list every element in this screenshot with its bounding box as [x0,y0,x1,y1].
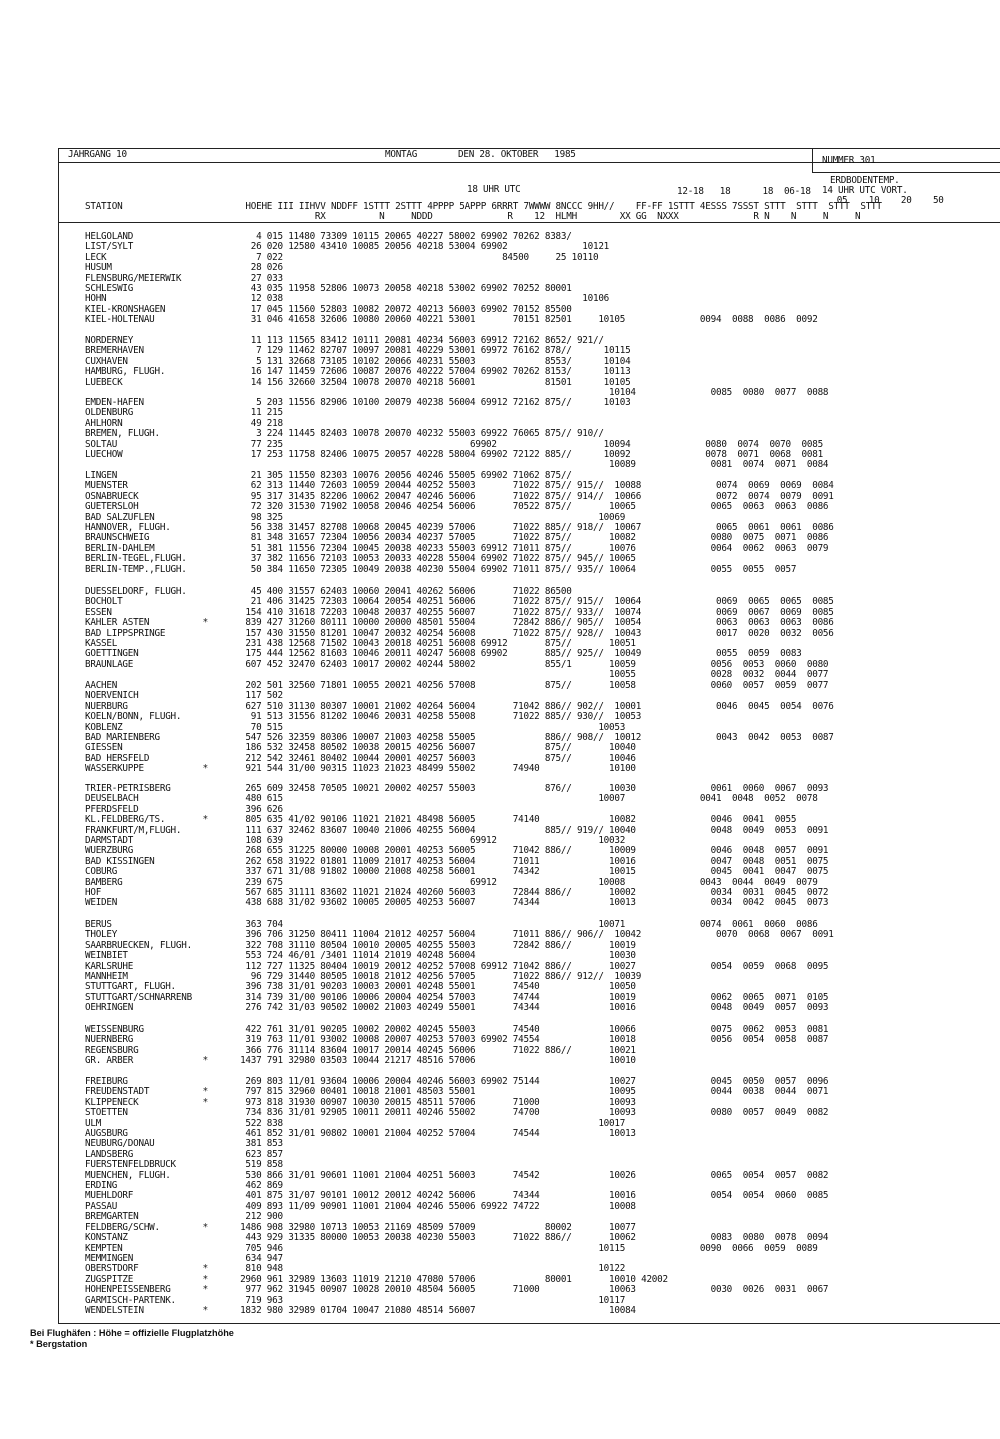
station-row: 10089 0081 0074 0071 0084 [85,459,829,471]
station-row: BREMEN, FLUGH. 3 224 11445 82403 10078 20070 40232 55003 69922 76065 875// 910// [85,428,604,440]
header-mid-times: 12-18 18 18 06-18 [677,186,811,197]
station-row: GR. ARBER * 1437 791 32980 03503 10044 21217 48516 57006 10010 [85,1055,636,1067]
station-row: KAHLER ASTEN * 839 427 31260 80111 10000 20000 48501 55004 72842 886// 905// 10054 0063 0063 0063 0086 [85,617,834,629]
station-row: NUERNBERG 319 763 11/01 93002 10008 20007 40253 57003 69902 74554 10018 0056 0054 0058 0087 [85,1034,829,1046]
issue-number: NUMMER 301 [822,155,876,166]
header-soil-depths: 05 10 20 50 [826,195,944,206]
station-row: KOBLENZ 70 515 10053 [85,721,626,733]
station-row: SCHLESWIG 43 035 11958 52806 10073 20058 40218 53002 69902 70252 80001 [85,283,572,295]
station-row: HOHN 12 038 10106 [85,293,610,305]
station-row: STUTTGART/SCHNARRENB 314 739 31/00 90106 10006 20004 40254 57003 74744 10019 0062 0065 0071 0105 [85,991,829,1003]
station-row: MEMMINGEN 634 947 [85,1252,283,1264]
station-row: 10104 0085 0080 0077 0088 [85,387,829,399]
station-row: GOETTINGEN 175 444 12562 81603 10046 20011 40247 56008 69902 885// 925// 10049 0055 0059 0083 [85,648,802,660]
station-row: LANDSBERG 623 857 [85,1148,283,1160]
station-row: BAD MARIENBERG 547 526 32359 80306 10007 21003 40258 55005 886// 908// 10012 0043 0042 0053 0087 [85,732,834,744]
station-row: BAMBERG 239 675 69912 10008 0043 0044 0049 0079 [85,876,818,888]
volume-label: JAHRGANG 10 [68,149,127,160]
station-row: MUEHLDORF 401 875 31/07 90101 10012 20012 40242 56006 74344 10016 0054 0054 0060 0085 [85,1190,829,1202]
station-row: BREMERHAVEN 7 129 11462 82707 10097 20081 40229 53001 69972 76162 878// 10115 [85,345,631,357]
header-soil-title: ERDBODENTEMP. [830,175,900,186]
station-row: AACHEN 202 501 32560 71801 10055 20021 40256 57008 875// 10058 0060 0057 0059 0077 [85,680,829,691]
station-row: KEMPTEN 705 946 10115 0090 0066 0059 0089 [85,1242,818,1254]
station-row: SOLTAU 77 235 69902 10094 0080 0074 0070 0085 [85,438,823,450]
station-row: STOETTEN 734 836 31/01 92905 10011 20011 40246 55002 74700 10093 0080 0057 0049 0082 [85,1107,829,1119]
station-row: WEINBIET 553 724 46/01 /3401 11014 21019 40248 56004 10030 [85,950,636,962]
station-row: HOF 567 685 31111 83602 11021 21024 40260 56003 72844 886// 10002 0034 0031 0045 0072 [85,887,829,899]
station-block-5 [85,587,834,681]
station-row: BRAUNSCHWEIG 81 348 31657 72304 10056 20034 40237 57005 71022 875// 10082 0080 0075 0071 0086 [85,532,829,544]
station-row: AUGSBURG 461 852 31/01 90802 10001 21004 40252 57004 74544 10013 [85,1128,636,1140]
station-row: MUENSTER 62 313 11440 72603 10059 20044 40252 55003 71022 875// 915// 10088 0074 0069 0069 0084 [85,480,834,492]
station-row: HAMBURG, FLUGH. 16 147 11459 72606 10087 20076 40222 57004 69902 70262 8153/ 10113 [85,366,631,378]
station-row: HANNOVER, FLUGH. 56 338 31457 82708 10068 20045 40239 57006 71022 885// 918// 10067 0065 0061 0061 0086 [85,522,834,534]
station-row: BAD KISSINGEN 262 658 31922 01801 11009 21017 40253 56004 71011 10016 0047 0048 0051 0075 [85,855,829,867]
station-row: LECK 7 022 84500 25 10110 [85,251,599,263]
station-row: DEUSELBACH 480 615 10007 0041 0048 0052 0078 [85,793,818,805]
station-row: PASSAU 409 893 11/09 90901 11001 21004 40246 55006 69922 74722 10008 [85,1200,636,1212]
station-row: KONSTANZ 443 929 31335 80000 10053 20038 40230 55003 71022 886// 10062 0083 0080 0078 0094 [85,1232,829,1244]
station-row: BERLIN-TEMP.,FLUGH. 50 384 11650 72305 10049 20038 40230 55004 69902 71011 875// 935// 10064 0055 0055 0057 [85,563,797,575]
header-main-time: 18 UHR UTC [467,184,521,195]
station-block-3 [85,398,828,471]
column-headers: STATION HOEHE III IIHVV NDDFF 1STTT 2STTT 4PPPP 5APPP 6RRRT 7WWWW 8NCCC 9HH// FF-FF 1STTT 4ESSS 7SSST STTT STTT STTT STTT [85,201,882,212]
station-row: KASSEL 231 438 12568 71502 10043 20018 40251 56008 69912 875// 10051 [85,638,636,650]
station-row: FUERSTENFELDBRUCK 519 858 [85,1159,283,1171]
station-row: KOELN/BONN, FLUGH. 91 513 31556 81202 10046 20031 40258 55008 71022 885// 930// 10053 [85,711,642,723]
station-row: REGENSBURG 366 776 31114 83604 10017 20014 40245 56006 71022 886// 10021 [85,1044,636,1056]
station-row: GUETERSLOH 72 320 31530 71902 10058 20046 40254 56006 70522 875// 10065 0065 0063 0063 0086 [85,501,829,513]
issue-box-divider [812,148,813,172]
station-row: NUERBURG 627 510 31130 80307 10001 21002 40264 56004 71042 886// 902// 10001 0046 0045 0054 0076 [85,700,834,712]
station-row: KL.FELDBERG/TS. * 805 635 41/02 90106 11021 21021 48498 56005 74140 10082 0046 0041 0055 [85,814,797,826]
station-row: LUECHOW 17 253 11758 82406 10075 20057 40228 58004 69902 72122 885// 10092 0078 0071 0068 0081 [85,449,823,461]
station-row: TRIER-PETRISBERG 265 609 32458 70505 10021 20002 40257 55003 876// 10030 0061 0060 0067 0093 [85,783,829,794]
station-row: MANNHEIM 96 729 31440 80505 10018 21012 40256 57005 71022 886// 912// 10039 [85,971,642,983]
station-row: SAARBRUECKEN, FLUGH. 322 708 31110 80504 10010 20005 40255 55003 72842 886// 10019 [85,939,636,951]
station-row: OSNABRUECK 95 317 31435 82206 10062 20047 40246 56006 71022 875// 914// 10066 0072 0074 0079 0091 [85,490,834,502]
station-row: WASSERKUPPE * 921 544 31/00 90315 11023 21023 48499 55002 74940 10100 [85,763,636,775]
station-row: WEIDEN 438 688 31/02 93602 10005 20005 40253 56007 74344 10013 0034 0042 0045 0073 [85,897,829,909]
station-row: 10055 0028 0032 0044 0077 [85,669,829,681]
station-row: FREUDENSTADT * 797 815 32960 00401 10018 21001 48503 55001 10095 0044 0038 0044 0071 [85,1086,829,1098]
station-row: BERLIN-TEGEL,FLUGH. 37 382 11656 72103 10053 20033 40228 55004 69902 71022 875// 945// 10065 [85,553,636,565]
station-row: BRAUNLAGE 607 452 32470 62403 10017 20002 40244 58002 855/1 10059 0056 0053 0060 0080 [85,658,829,670]
station-row: BERUS 363 704 10071 0074 0061 0060 0086 [85,919,818,930]
station-row: GIESSEN 186 532 32458 80502 10038 20015 40256 56007 875// 10040 [85,742,636,754]
station-block-1 [85,232,818,326]
station-row: ESSEN 154 410 31618 72203 10048 20037 40255 56007 71022 875// 933// 10074 0069 0067 0069 0085 [85,606,834,618]
station-row: BOCHOLT 21 406 31425 72303 10064 20054 40251 56006 71022 875// 915// 10064 0069 0065 0065 0085 [85,596,834,608]
issue-box-rule [812,172,1000,173]
station-block-2 [85,336,828,398]
station-row: WENDELSTEIN * 1832 980 32989 01704 10047 21080 48514 56007 10084 [85,1304,636,1316]
station-row: AHLHORN 49 218 [85,417,283,429]
station-row: ZUGSPITZE * 2960 961 32989 13603 11019 21210 47080 57006 80001 10010 42002 [85,1273,668,1285]
station-row: BAD SALZUFLEN 98 325 10069 [85,511,626,523]
station-row: LIST/SYLT 26 020 12580 43410 10085 20056 40218 53004 69902 10121 [85,241,610,253]
station-row: BREMGARTEN 212 900 [85,1211,283,1223]
station-row: OBERSTDORF * 810 948 10122 [85,1263,626,1275]
station-row: WEISSENBURG 422 761 31/01 90205 10002 20002 40245 55003 74540 10066 0075 0062 0053 0081 [85,1024,829,1035]
station-block-4 [85,471,834,575]
station-row: THOLEY 396 706 31250 80411 11004 21012 40257 56004 71011 886// 906// 10042 0070 0068 0067 0091 [85,929,834,941]
footnote-airports: Bei Flughäfen : Höhe = offizielle Flugplatzhöhe [30,1328,234,1338]
weekday-label: MONTAG [385,149,418,160]
station-block-9 [85,1025,828,1067]
station-row: NEUBURG/DONAU 381 853 [85,1138,283,1150]
station-row: HUSUM 28 026 [85,262,283,274]
station-row: FREIBURG 269 803 11/01 93604 10006 20004 40246 56003 69902 75144 10027 0045 0050 0057 0096 [85,1076,829,1087]
station-row: WUERZBURG 268 655 31225 80000 10008 20001 40253 56005 71042 886// 10009 0046 0048 0057 0091 [85,845,829,857]
station-row: NOERVENICH 117 502 [85,690,283,702]
station-row: FELDBERG/SCHW. * 1486 908 32980 10713 10053 21169 48509 57009 80002 10077 [85,1221,636,1233]
station-row: KIEL-HOLTENAU 31 046 41658 32606 10080 20060 40221 53001 70151 82501 10105 0094 0088 0086 0092 [85,314,818,326]
station-row: FLENSBURG/MEIERWIK 27 033 [85,272,283,284]
station-row: NORDERNEY 11 113 11565 83412 10111 20081 40234 56003 69912 72162 8652/ 921// [85,335,604,346]
station-row: KLIPPENECK * 973 818 31930 00907 10030 20015 48511 57006 71000 10093 [85,1096,636,1108]
station-row: MUENCHEN, FLUGH. 530 866 31/01 90601 11001 21004 40251 56003 74542 10026 0065 0054 0057 0082 [85,1169,829,1181]
station-row: BAD LIPPSPRINGE 157 430 31550 81201 10047 20032 40254 56008 71022 875// 928// 10043 0017 0020 0032 0056 [85,627,834,639]
station-row: FRANKFURT/M,FLUGH. 111 637 32462 83607 10040 21006 40255 56004 885// 919// 10040 0048 0049 0053 0091 [85,824,829,836]
station-row: LUEBECK 14 156 32660 32504 10078 20070 40218 56001 81501 10105 [85,376,631,388]
station-row: GARMISCH-PARTENK. 719 963 10117 [85,1294,626,1306]
station-row: HELGOLAND 4 015 11480 73309 10115 20065 40227 58002 69902 70262 8383/ [85,231,572,242]
header-soil-time: 14 UHR UTC VORT. [822,185,908,196]
station-row: KARLSRUHE 112 727 11325 80404 10019 20012 40252 57008 69912 71042 886// 10027 0054 0059 0068 0095 [85,960,829,972]
station-block-10 [85,1077,828,1316]
station-row: STUTTGART, FLUGH. 396 738 31/01 90203 10003 20001 40248 55001 74540 10050 [85,981,636,993]
station-row: EMDEN-HAFEN 5 203 11556 82906 10100 20079 40238 56004 69912 72162 875// 10103 [85,397,631,408]
date-label: DEN 28. OKTOBER 1985 [458,149,576,160]
footnote-mountain: * Bergstation [30,1339,88,1349]
station-row: LINGEN 21 305 11550 82303 10076 20056 40246 55005 69902 71062 875// [85,470,572,481]
station-row: HOHENPEISSENBERG * 977 962 31945 00907 10028 20010 48504 56005 71000 10063 0030 0026 0031 0067 [85,1284,829,1296]
station-row: ULM 522 838 10017 [85,1117,626,1129]
station-block-6 [85,681,834,775]
station-row: KIEL-KRONSHAGEN 17 045 11560 52803 10082 20072 40213 56003 69902 70152 85500 [85,303,572,315]
station-row: OEHRINGEN 276 742 31/03 90502 10002 21003 40249 55001 74344 10016 0048 0049 0057 0093 [85,1002,829,1014]
station-row: DUESSELDORF, FLUGH. 45 400 31557 62403 10060 20041 40262 56006 71022 86500 [85,586,572,597]
station-block-7 [85,784,828,909]
station-row: BAD HERSFELD 212 542 32461 80402 10044 20001 40257 56003 875// 10046 [85,752,636,764]
station-row: COBURG 337 671 31/08 91802 10000 21008 40258 56001 74342 10015 0045 0041 0047 0075 [85,866,829,878]
column-subheaders: RX N NDDD R 12 HLMH XX GG NXXX R N N N N [85,211,861,222]
station-row: BERLIN-DAHLEM 51 381 11556 72304 10045 20038 40233 55003 69912 71011 875// 10076 0064 0062 0063 0079 [85,542,829,554]
station-row: PFERDSFELD 396 626 [85,803,283,815]
station-row: DARMSTADT 108 639 69912 10032 [85,835,626,847]
station-block-8 [85,920,834,1014]
station-row: OLDENBURG 11 215 [85,407,283,419]
station-row: CUXHAVEN 5 131 32668 73105 10102 20066 40231 55003 8553/ 10104 [85,355,631,367]
station-row: ERDING 462 869 [85,1180,283,1192]
